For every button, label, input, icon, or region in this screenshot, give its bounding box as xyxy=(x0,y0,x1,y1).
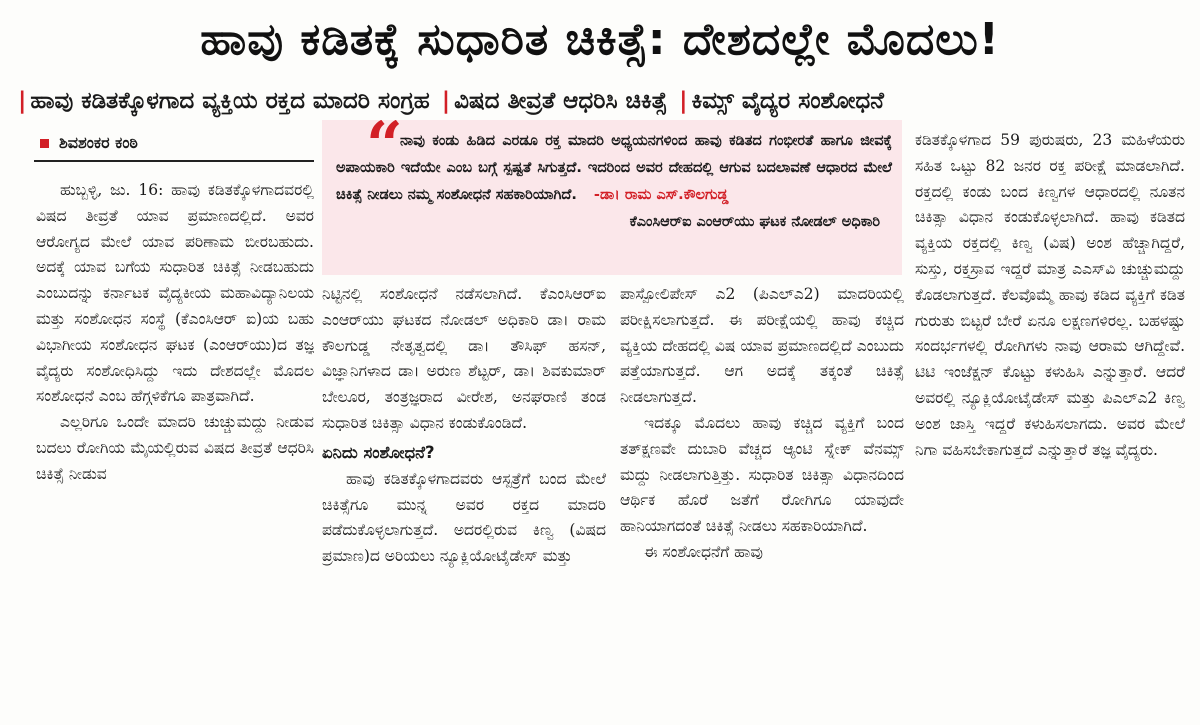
paragraph: ಇದಕ್ಕೂ ಮೊದಲು ಹಾವು ಕಚ್ಚಿದ ವ್ಯಕ್ತಿಗೆ ಬಂದ ತತ್‌ಕ್ಷಣವೇ ದುಬಾರಿ ವೆಚ್ಚದ ಆ್ಯಂಟಿ ಸ್ನೇಕ್ ವೆನಮ್ಸ್ ಮದ್ದು ನೀಡಲಾಗುತ್ತಿತ್ತು. ಸುಧಾರಿತ ಚಿಕಿತ್ಸಾ ವಿಧಾನದಿಂದ ಆರ್ಥಿಕ ಹೊರೆ ಜತೆಗೆ ರೋಗಿಗೂ ಯಾವುದೇ ಹಾನಿಯಾಗದಂತೆ ಚಿಕಿತ್ಸೆ ನೀಡಲು ಸಹಕಾರಿಯಾಗಿದೆ. xyxy=(620,413,904,536)
headline: ಹಾವು ಕಡಿತಕ್ಕೆ ಸುಧಾರಿತ ಚಿಕಿತ್ಸೆ: ದೇಶದಲ್ಲೇ ಮೊದಲು! xyxy=(200,14,1000,65)
quote-author: -ಡಾ। ರಾಮ ಎಸ್.ಕೌಲಗುಡ್ಡ xyxy=(593,187,729,203)
quote-text xyxy=(336,128,892,209)
quote-body: ನಾವು ಕಂಡು ಹಿಡಿದ ಎರಡೂ ರಕ್ತ ಮಾದರಿ ಅಧ್ಯಯನಗಳಿಂದ ಹಾವು ಕಡಿತದ ಗಂಭೀರತೆ ಹಾಗೂ ಜೀವಕ್ಕೆ ಅಪಾಯಕಾರಿ ಇದೆಯೇ ಎಂಬ ಬಗ್ಗೆ ಸ್ಪಷ್ಟತೆ ಸಿಗುತ್ತದೆ. ಇದರಿಂದ ಅವರ ದೇಹದಲ್ಲಿ ಆಗುವ ಬದಲಾವಣೆ ಆಧಾರದ ಮೇಲೆ ಚಿಕಿತ್ಸೆ ನೀಡಲು ನಮ್ಮ ಸಂಶೋಧನೆ ಸಹಕಾರಿಯಾಗಿದೆ. xyxy=(336,133,892,203)
separator-bar: | xyxy=(441,88,451,114)
paragraph: ಎಲ್ಲರಿಗೂ ಒಂದೇ ಮಾದರಿ ಚುಚ್ಚುಮದ್ದು ನೀಡುವ ಬದಲು ರೋಗಿಯ ಮೈಯಲ್ಲಿರುವ ವಿಷದ ತೀವ್ರತೆ ಆಧರಿಸಿ ಚಿಕಿತ್ಸೆ ನೀಡುವ xyxy=(36,413,314,483)
author-name: ಶಿವಶಂಕರ ಕಂಠಿ xyxy=(59,133,138,152)
byline-rule xyxy=(34,160,314,162)
section-heading: ಏನಿದು ಸಂಶೋಧನೆ? xyxy=(322,442,435,462)
paragraph: ಪಾಸ್ಪೋಲಿಪೇಸ್ ಎ2 (ಪಿಎಲ್‌ಎ2) ಮಾದರಿಯಲ್ಲಿ ಪರೀಕ್ಷಿಸಲಾಗುತ್ತದೆ. ಈ ಪರೀಕ್ಷೆಯಲ್ಲಿ ಹಾವು ಕಚ್ಚಿದ ವ್ಯಕ್ತಿಯ ದೇಹದಲ್ಲಿ ವಿಷ ಯಾವ ಪ್ರಮಾಣದಲ್ಲಿದೆ ಎಂಬುದು ಪತ್ತೆಯಾಗುತ್ತದೆ. ಆಗ ಅದಕ್ಕೆ ತಕ್ಕಂತೆ ಚಿಕಿತ್ಸೆ ನೀಡಲಾಗುತ್ತದೆ. xyxy=(620,285,904,407)
article-column-4 xyxy=(915,128,1185,723)
quote-mark-icon: “ xyxy=(366,120,403,183)
paragraph: ನಿಟ್ಟಿನಲ್ಲಿ ಸಂಶೋಧನೆ ನಡೆಸಲಾಗಿದೆ. ಕೆಎಂಸಿಆರ್‌ಐ ಎಂಆರ್‌ಯು ಘಟಕದ ನೋಡಲ್ ಅಧಿಕಾರಿ ಡಾ। ರಾಮ ಕೌಲಗುಡ್ಡ ನೇತೃತ್ವದಲ್ಲಿ ಡಾ। ತೌಸಿಫ್ ಹಸನ್, ವಿಜ್ಞಾನಿಗಳಾದ ಡಾ। ಅರುಣ ಶೆಟ್ಟರ್, ಡಾ। ಶಿವಕುಮಾರ್ ಬೇಲೂರ, ತಂತ್ರಜ್ಞರಾದ ವೀರೇಶ, ಅನಘರಾಣಿ ತಂಡ ಸುಧಾರಿತ ಚಿಕಿತ್ಸಾ ವಿಧಾನ ಕಂಡುಕೊಂಡಿದೆ. xyxy=(322,285,606,432)
quote-author-role: ಕೆಎಂಸಿಆರ್‌ಐ ಎಂಆರ್‌ಯು ಘಟಕ ನೋಡಲ್ ಅಧಿಕಾರಿ xyxy=(629,214,880,230)
separator-bar: | xyxy=(18,88,27,114)
paragraph: ಹುಬ್ಬಳ್ಳಿ, ಜು. 16: ಹಾವು ಕಡಿತಕ್ಕೊಳಗಾದವರಲ್ಲಿ ವಿಷದ ತೀವ್ರತೆ ಯಾವ ಪ್ರಮಾಣದಲ್ಲಿದೆ. ಅವರ ಆರೋಗ್ಯದ ಮೇಲೆ ಯಾವ ಪರಿಣಾಮ ಬೀರಬಹುದು. ಅದಕ್ಕೆ ಯಾವ ಬಗೆಯ ಸುಧಾರಿತ ಚಿಕಿತ್ಸೆ ನೀಡಬಹುದು ಎಂಬುದನ್ನು ಕರ್ನಾಟಕ ವೈದ್ಯಕೀಯ ಮಹಾವಿದ್ಯಾನಿಲಯ ಮತ್ತು ಸಂಶೋಧನ ಸಂಸ್ಥೆ (ಕೆಎಂಸಿಆರ್ ಐ)ಯ ಬಹು ವಿಭಾಗೀಯ ಸಂಶೋಧನ ಘಟಕ (ಎಂಆರ್‌ಯು)ದ ತಜ್ಞ ವೈದ್ಯರು ಸಂಶೋಧಿಸಿದ್ದು ಇದು ದೇಶದಲ್ಲೇ ಮೊದಲ ಸಂಶೋಧನೆ ಎಂಬ ಹೆಗ್ಗಳಿಕೆಗೂ ಪಾತ್ರವಾಗಿದೆ. xyxy=(36,181,314,406)
article-column-2 xyxy=(322,282,606,722)
paragraph: ಹಾವು ಕಡಿತಕ್ಕೊಳಗಾದವರು ಆಸ್ಪತ್ರೆಗೆ ಬಂದ ಮೇಲೆ ಚಿಕಿತ್ಸೆಗೂ ಮುನ್ನ ಅವರ ರಕ್ತದ ಮಾದರಿ ಪಡೆದುಕೊಳ್ಳಲಾಗುತ್ತದೆ. ಅದರಲ್ಲಿರುವ ಕಿಣ್ವ (ವಿಷದ ಪ್ರಮಾಣ)ದ ಅರಿಯಲು ನ್ಯೂಕ್ಲಿಯೋಟೈಡೇಸ್ ಮತ್ತು xyxy=(322,469,606,566)
paragraph: ಕಡಿತಕ್ಕೊಳಗಾದ 59 ಪುರುಷರು, 23 ಮಹಿಳೆಯರು ಸಹಿತ ಒಟ್ಟು 82 ಜನರ ರಕ್ತ ಪರೀಕ್ಷೆ ಮಾಡಲಾಗಿದೆ. ರಕ್ತದಲ್ಲಿ ಕಂಡು ಬಂದ ಕಿಣ್ವಗಳ ಆಧಾರದಲ್ಲಿ ನೂತನ ಚಿಕಿತ್ಸಾ ವಿಧಾನ ಕಂಡುಕೊಳ್ಳಲಾಗಿದೆ. ಹಾವು ಕಡಿತದ ವ್ಯಕ್ತಿಯ ರಕ್ತದಲ್ಲಿ ಕಿಣ್ವ (ವಿಷ) ಅಂಶ ಹೆಚ್ಚಾಗಿದ್ದರೆ, ಸುಸ್ತು, ರಕ್ತಸ್ರಾವ ಇದ್ದರೆ ಮಾತ್ರ ಎಎಸ್‌ವಿ ಚುಚ್ಚುಮದ್ದು ಕೊಡಲಾಗುತ್ತದೆ. ಕೆಲವೊಮ್ಮೆ ಹಾವು ಕಡಿದ ವ್ಯಕ್ತಿಗೆ ಕಡಿತ ಗುರುತು ಬಿಟ್ಟರೆ ಬೇರೆ ಏನೂ ಲಕ್ಷಣಗಳಿರಲ್ಲ. ಬಹಳಷ್ಟು ಸಂದರ್ಭಗಳಲ್ಲಿ ರೋಗಿಗಳು ನಾವು ಆರಾಮ ಆಗಿದ್ದೇವೆ. ಟಿಟಿ ಇಂಜೆಕ್ಷನ್ ಕೊಟ್ಟು ಕಳುಹಿಸಿ ಎನ್ನುತ್ತಾರೆ. ಆದರೆ ಅವರಲ್ಲಿ ನ್ಯೂಕ್ಲಿಯೋಟೈಡೇಸ್ ಮತ್ತು ಪಿಎಲ್‌ಎ2 ಕಿಣ್ವ ಅಂಶ ಜಾಸ್ತಿ ಇದ್ದರೆ ಕಳುಹಿಸಲಾಗದು. ಅವರ ಮೇಲೆ ನಿಗಾ ವಹಿಸಬೇಕಾಗುತ್ತದೆ ಎನ್ನುತ್ತಾರೆ ತಜ್ಞ ವೈದ್ಯರು. xyxy=(915,131,1185,459)
subheadline xyxy=(14,84,1194,118)
sub-item-3: ಕಿಮ್ಸ್ ವೈದ್ಯರ ಸಂಶೋಧನೆ xyxy=(691,88,884,114)
separator-bar: | xyxy=(679,88,688,114)
paragraph: ಈ ಸಂಶೋಧನೆಗೆ ಹಾವು xyxy=(644,542,763,561)
pull-quote xyxy=(322,120,902,275)
sub-item-1: ಹಾವು ಕಡಿತಕ್ಕೊಳಗಾದ ವ್ಯಕ್ತಿಯ ರಕ್ತದ ಮಾದರಿ ಸಂಗ್ರಹ xyxy=(30,88,430,114)
sub-item-2: ವಿಷದ ತೀವ್ರತೆ ಆಧರಿಸಿ ಚಿಕಿತ್ಸೆ xyxy=(454,88,668,114)
byline xyxy=(40,132,138,154)
bullet-square-icon xyxy=(40,139,49,148)
article-column-3 xyxy=(620,282,904,722)
article-column-1 xyxy=(36,178,314,723)
